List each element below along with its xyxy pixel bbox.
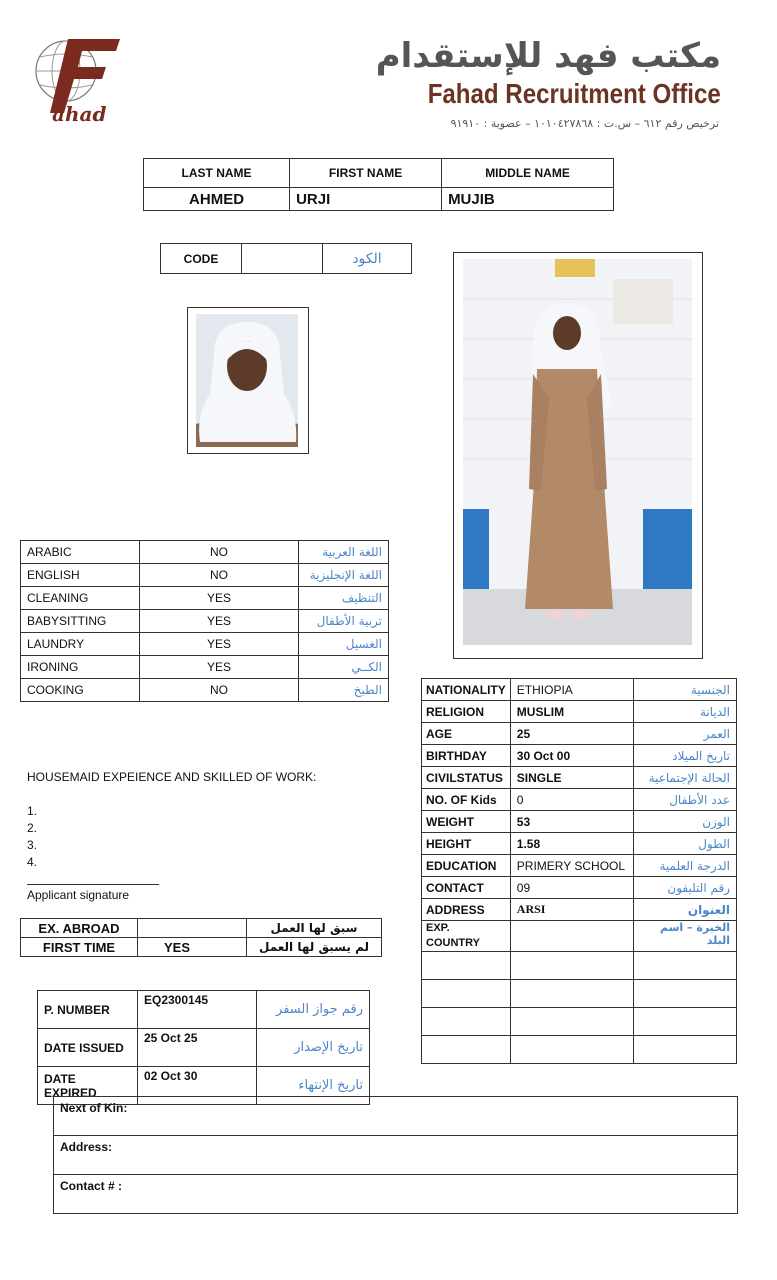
passport-row: DATE EXPIRED 02 Oct 30 تاريخ الإنتهاء [38,1067,370,1105]
code-table [160,243,412,274]
exp-country-row [422,1008,737,1036]
name-table [143,158,614,211]
info-row: CONTACT 09 رقم التليفون [422,877,737,899]
ex-abroad-arabic: سبق لها العمل [247,919,382,938]
exp-country-row [422,980,737,1008]
info-row: ADDRESS ARSI العنوان [422,899,737,921]
signature-label: Applicant signature [27,888,130,902]
exp-country-row [422,1036,737,1064]
code-label: CODE [161,244,242,274]
middle-name-value: MUJIB [442,188,614,211]
last-name-value: AHMED [144,188,290,211]
kin-contact-label: Contact # : [54,1175,738,1214]
skill-row: CLEANING YES التنظيف [21,587,389,610]
info-row: BIRTHDAY 30 Oct 00 تاريخ الميلاد [422,745,737,767]
middle-name-label: MIDDLE NAME [442,159,614,188]
next-of-kin-label: Next of Kin: [54,1097,738,1136]
passport-table [37,990,370,1105]
skill-row: BABYSITTING YES تربية الأطفال [21,610,389,633]
skill-row: ARABIC NO اللغة العربية [21,541,389,564]
fahad-logo [28,33,133,128]
info-row: WEIGHT 53 الوزن [422,811,737,833]
skills-table [20,540,389,702]
abroad-table [20,918,382,957]
info-row: HEIGHT 1.58 الطول [422,833,737,855]
ex-abroad-label: EX. ABROAD [21,919,138,938]
personal-info-table [421,678,737,1064]
experience-item: 4. [27,855,38,869]
brand-name-arabic: مكتب فهد للإستقدام [375,36,721,76]
first-name-value: URJI [290,188,442,211]
experience-item: 1. [27,804,38,818]
skill-row: IRONING YES الكــي [21,656,389,679]
info-row: EDUCATION PRIMERY SCHOOL الدرجة العلمية [422,855,737,877]
svg-text:ahad: ahad [52,102,107,126]
next-of-kin-table [53,1096,738,1214]
info-row: CIVILSTATUS SINGLE الحالة الإجتماعية [422,767,737,789]
experience-item: 3. [27,838,38,852]
kin-address-label: Address: [54,1136,738,1175]
first-name-label: FIRST NAME [290,159,442,188]
full-body-photo [453,252,703,659]
code-value [242,244,323,274]
info-row: AGE 25 العمر [422,723,737,745]
info-row: NATIONALITY ETHIOPIA الجنسية [422,679,737,701]
signature-line [27,884,159,885]
experience-title: HOUSEMAID EXPEIENCE AND SKILLED OF WORK: [27,770,317,784]
passport-row: DATE ISSUED 25 Oct 25 تاريخ الإصدار [38,1029,370,1067]
last-name-label: LAST NAME [144,159,290,188]
ex-abroad-value [138,919,247,938]
exp-country-row: EXP. COUNTRY الخبرة – اسم البلد [422,921,737,952]
code-label-arabic: الكود [323,244,412,274]
exp-country-row [422,952,737,980]
license-line: ترخيص رقم ٦١٢ – س.ت : ١٠١٠٤٢٧٨٦٨ – عضوية : ٩١٩١٠ [450,117,719,130]
portrait-photo [187,307,309,454]
passport-row: P. NUMBER EQ2300145 رقم جواز السفر [38,991,370,1029]
info-row: NO. OF Kids 0 عدد الأطفال [422,789,737,811]
brand-name-english: Fahad Recruitment Office [427,78,721,109]
experience-item: 2. [27,821,38,835]
skill-row: ENGLISH NO اللغة الإنجليزية [21,564,389,587]
skill-row: COOKING NO الطبخ [21,679,389,702]
info-row: RELIGION MUSLIM الديانة [422,701,737,723]
skill-row: LAUNDRY YES الغسيل [21,633,389,656]
first-time-value: YES [138,938,247,957]
first-time-arabic: لم يسبق لها العمل [247,938,382,957]
first-time-label: FIRST TIME [21,938,138,957]
